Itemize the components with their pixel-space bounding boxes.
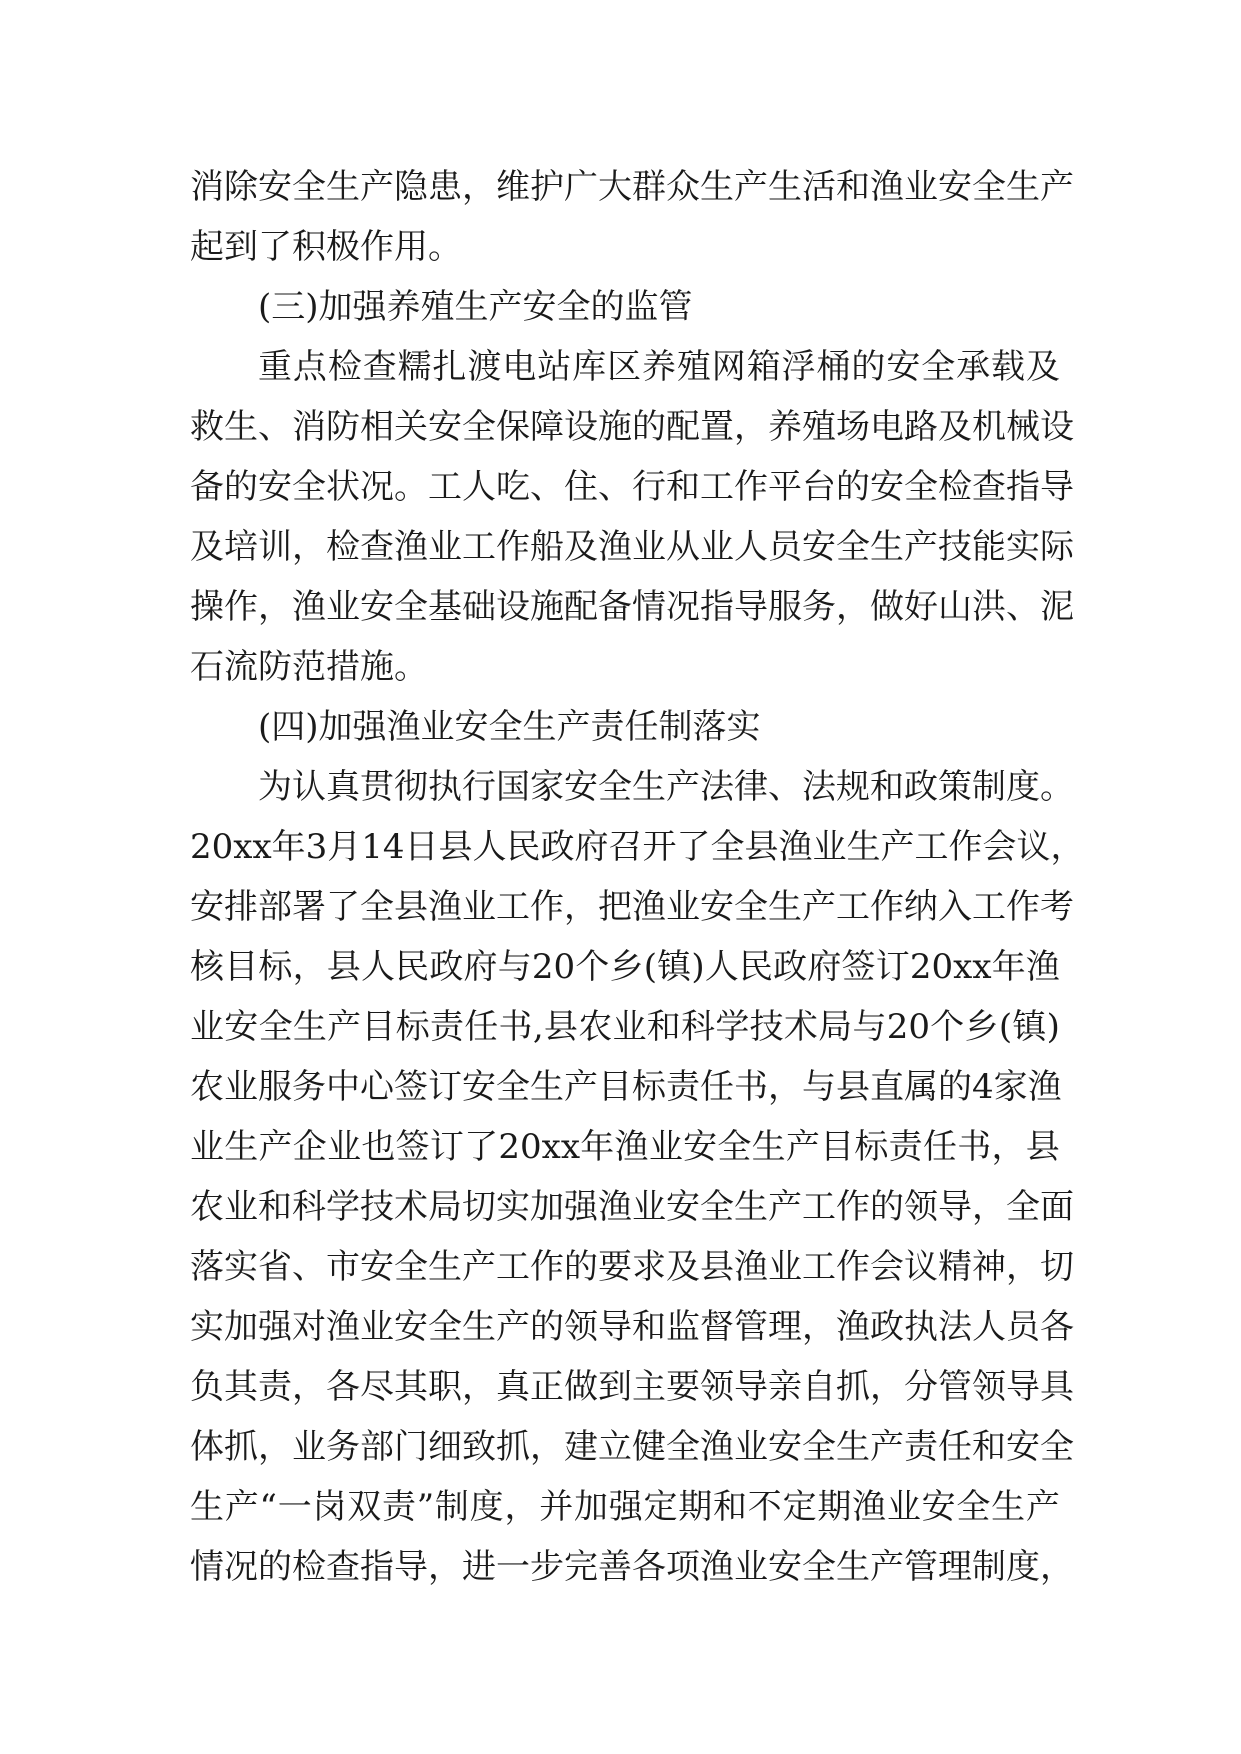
section-heading: (四)加强渔业安全生产责任制落实 xyxy=(258,707,761,747)
text-line: 核 目 标 ， 县 人 民 政 府 与 20 个 乡 ( 镇 ) 人 民 政 府 签 订 20xx 年 渔 xyxy=(190,947,1060,987)
text-line: 重 点 检 查 糯 扎 渡 电 站 库 区 养 殖 网 箱 浮 桶 的 安 全 承 载 及 xyxy=(258,347,1060,387)
text-line: 情 况 的 检 查 指 导 ， 进 一 步 完 善 各 项 渔 业 安 全 生 产 管 理 制 度 ， xyxy=(190,1547,1074,1587)
text-line: 落 实 省 、 市 安 全 生 产 工 作 的 要 求 及 县 渔 业 工 作 会 议 精 神 ， 切 xyxy=(190,1247,1074,1287)
text-line: 实 加 强 对 渔 业 安 全 生 产 的 领 导 和 监 督 管 理 ， 渔 政 执 法 人 员 各 xyxy=(190,1307,1074,1347)
text-line: 安 排 部 署 了 全 县 渔 业 工 作 ， 把 渔 业 安 全 生 产 工 作 纳 入 工 作 考 xyxy=(190,887,1074,927)
document-body xyxy=(190,157,1085,1597)
text-line: 农 业 服 务 中 心 签 订 安 全 生 产 目 标 责 任 书 ， 与 县 直 属 的 4 家 渔 xyxy=(190,1067,1062,1107)
text-line: 起到了积极作用。 xyxy=(190,227,462,267)
text-line: 及 培 训 ， 检 查 渔 业 工 作 船 及 渔 业 从 业 人 员 安 全 生 产 技 能 实 际 xyxy=(190,527,1074,567)
text-line: 业 生 产 企 业 也 签 订 了 20xx 年 渔 业 安 全 生 产 目 标 责 任 书 ， 县 xyxy=(190,1127,1060,1167)
text-line: 操 作 ， 渔 业 安 全 基 础 设 施 配 备 情 况 指 导 服 务 ， 做 好 山 洪 、 泥 xyxy=(190,587,1074,627)
text-line: 为 认 真 贯 彻 执 行 国 家 安 全 生 产 法 律 、 法 规 和 政 策 制 度 。 xyxy=(258,767,1074,807)
text-line: 负 其 责 ， 各 尽 其 职 ， 真 正 做 到 主 要 领 导 亲 自 抓 ， 分 管 领 导 具 xyxy=(190,1367,1074,1407)
text-line: 业 安 全 生 产 目 标 责 任 书 , 县 农 业 和 科 学 技 术 局 与 20 个 乡 ( 镇 ) xyxy=(190,1007,1060,1047)
text-line: 生 产 “ 一 岗 双 责 ” 制 度 ， 并 加 强 定 期 和 不 定 期 渔 业 安 全 生 产 xyxy=(190,1487,1060,1527)
text-line: 救 生 、 消 防 相 关 安 全 保 障 设 施 的 配 置 ， 养 殖 场 电 路 及 机 械 设 xyxy=(190,407,1074,447)
text-line: 石流防范措施。 xyxy=(190,647,428,687)
text-line: 体 抓 ， 业 务 部 门 细 致 抓 ， 建 立 健 全 渔 业 安 全 生 产 责 任 和 安 全 xyxy=(190,1427,1074,1467)
text-line: 消 除 安 全 生 产 隐 患 ， 维 护 广 大 群 众 生 产 生 活 和 渔 业 安 全 生 产 xyxy=(190,167,1074,207)
section-heading: (三)加强养殖生产安全的监管 xyxy=(258,287,693,327)
text-line: 农 业 和 科 学 技 术 局 切 实 加 强 渔 业 安 全 生 产 工 作 的 领 导 ， 全 面 xyxy=(190,1187,1074,1227)
text-line: 备 的 安 全 状 况 。 工 人 吃 、 住 、 行 和 工 作 平 台 的 安 全 检 查 指 导 xyxy=(190,467,1074,507)
text-line: 20xx 年 3 月 14 日 县 人 民 政 府 召 开 了 全 县 渔 业 生 产 工 作 会 议 ， xyxy=(190,827,1085,867)
